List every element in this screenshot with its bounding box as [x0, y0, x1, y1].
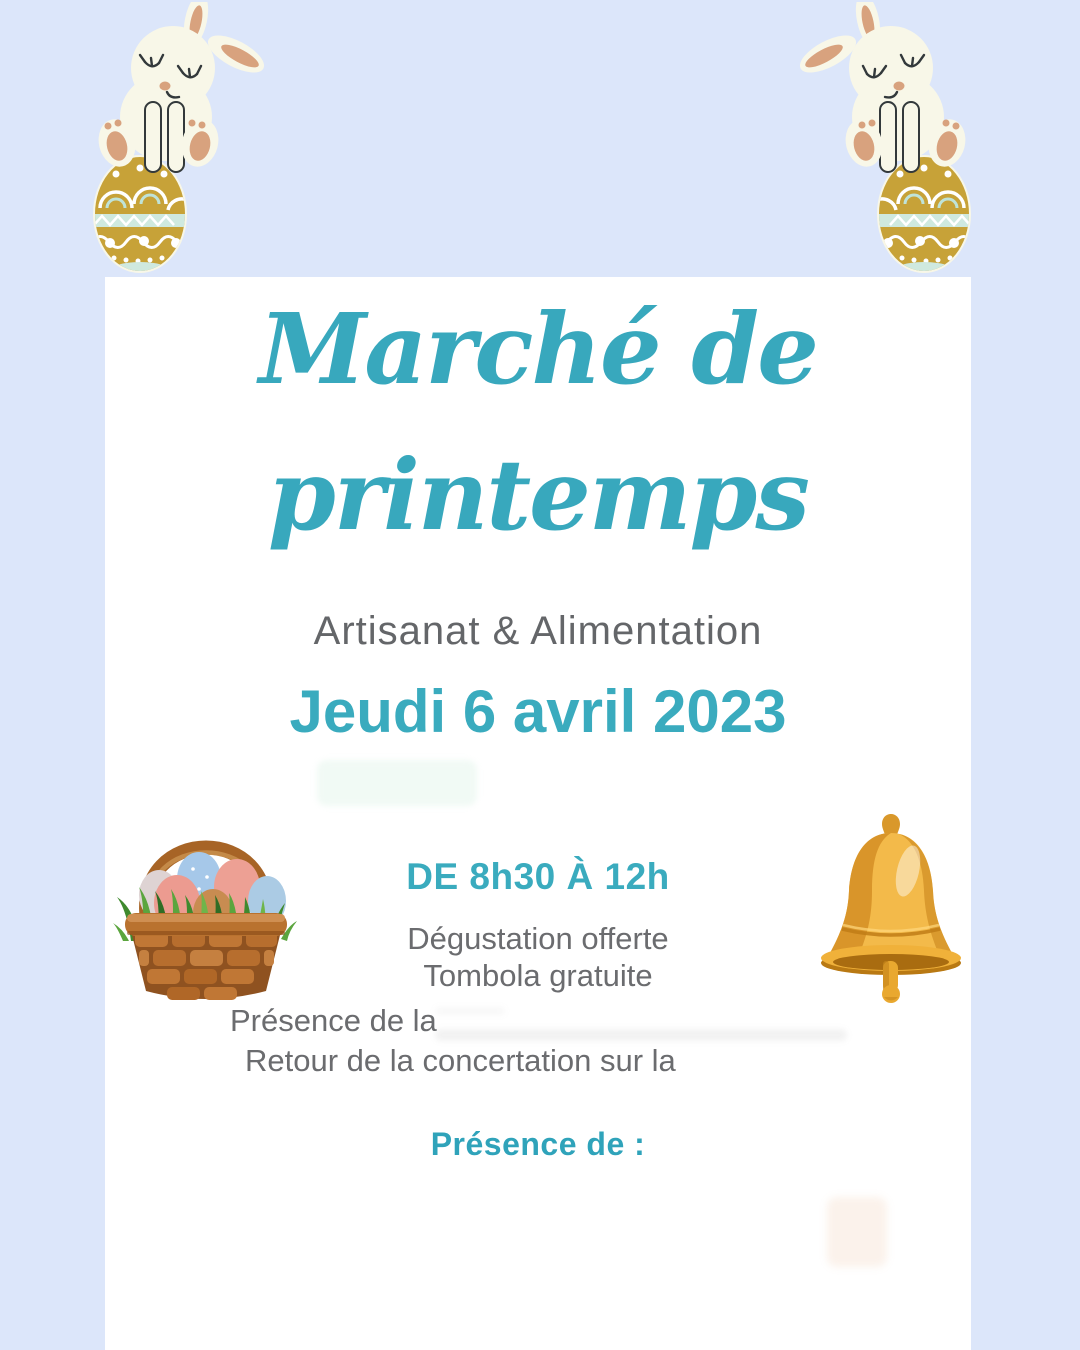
erased-text-smudge — [435, 1007, 505, 1015]
basket-rim — [125, 913, 287, 936]
event-detail: Tombola gratuite — [423, 958, 653, 993]
poster-subtitle: Artisanat & Alimentation — [313, 609, 763, 653]
bunny-on-egg-icon — [88, 2, 268, 277]
presence-heading: Présence de : — [430, 1126, 646, 1162]
decorated-egg — [870, 155, 972, 277]
event-detail: Dégustation offerte — [407, 921, 669, 956]
event-date: Jeudi 6 avril 2023 — [289, 678, 787, 745]
event-time: DE 8h30 À 12h — [406, 856, 670, 897]
decorated-egg — [92, 155, 194, 277]
poster-title-line2: printemps — [268, 438, 808, 552]
event-detail-partial: Retour de la concertation sur la — [245, 1043, 676, 1078]
event-detail-partial: Présence de la — [230, 1003, 437, 1038]
erased-content-smudge — [827, 1197, 887, 1267]
bunny — [94, 2, 268, 172]
erased-content-smudge — [317, 760, 477, 806]
poster-title-line1: Marché de — [259, 292, 817, 406]
erased-text-smudge — [435, 1029, 847, 1041]
bunny-on-egg-icon — [796, 2, 976, 277]
bell-icon — [811, 811, 971, 1007]
bell-clapper — [882, 961, 900, 1003]
poster-panel — [105, 277, 971, 1350]
easter-basket-icon — [113, 791, 299, 1007]
bunny — [796, 2, 970, 172]
